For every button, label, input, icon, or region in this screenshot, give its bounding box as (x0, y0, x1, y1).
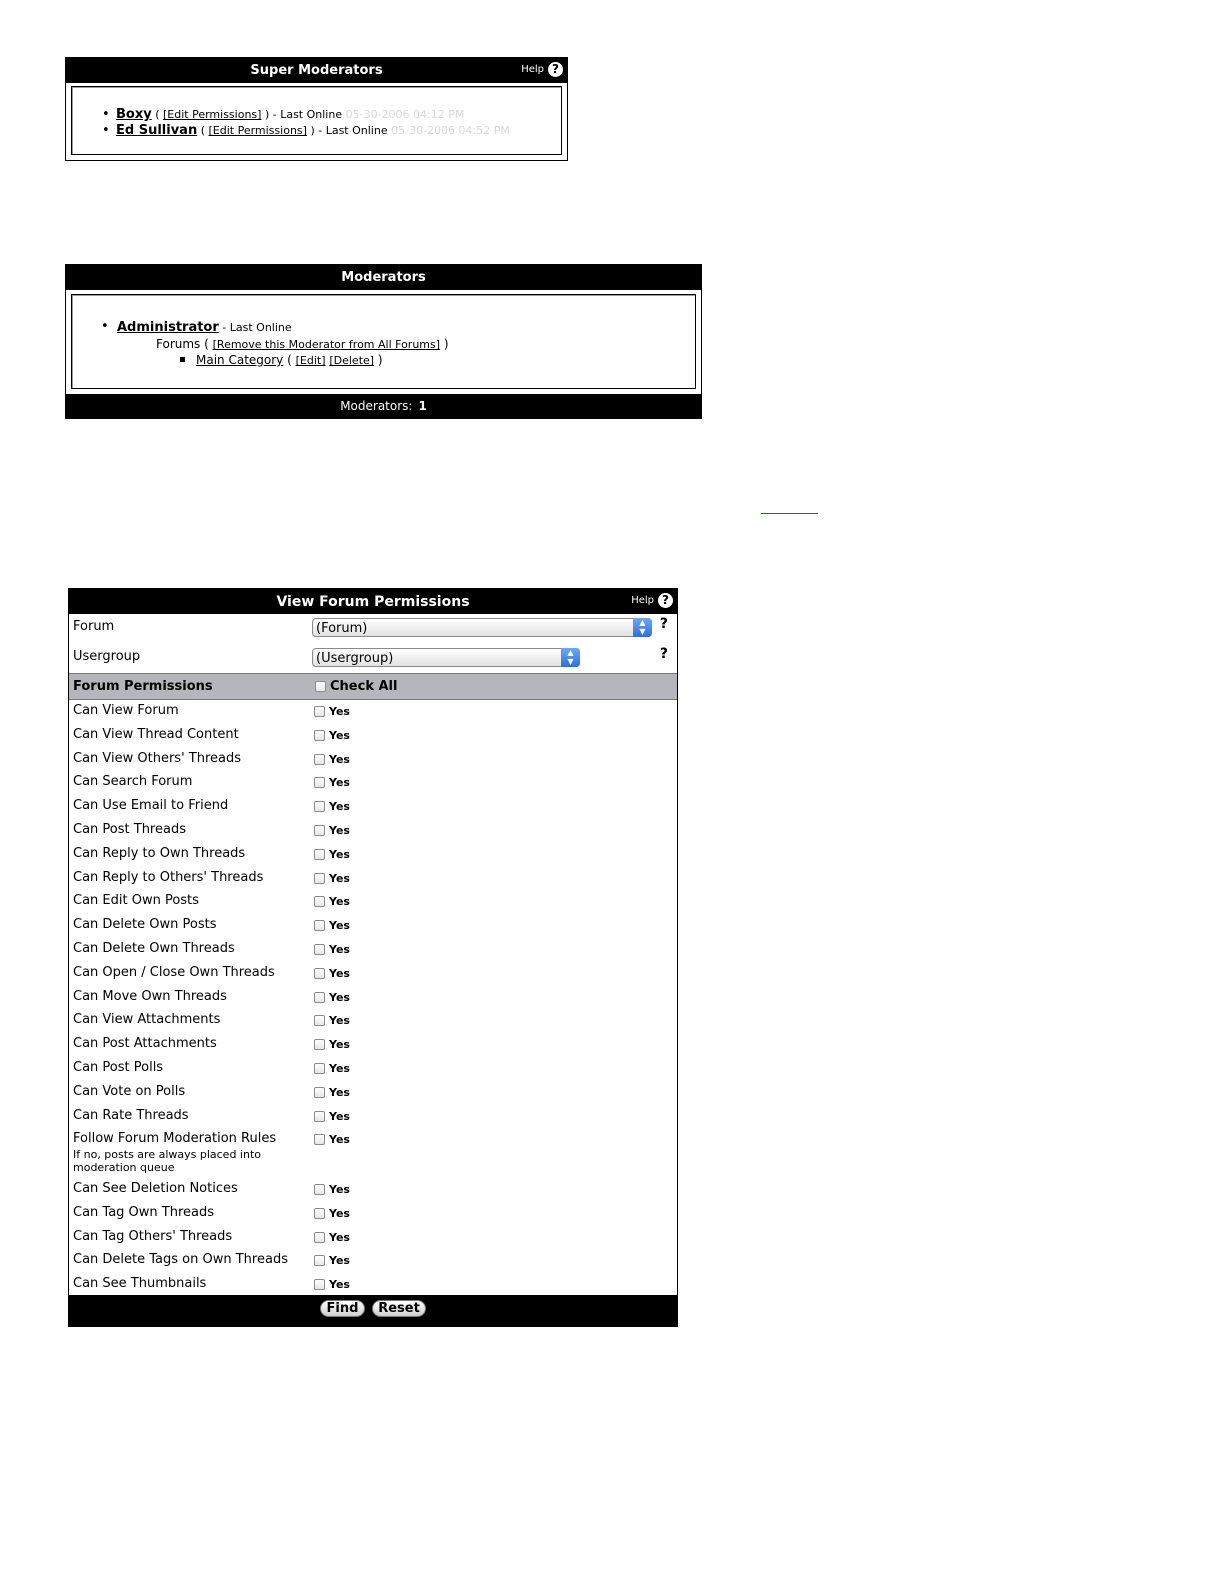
check-all[interactable] (315, 679, 397, 694)
forums-label: Forums ( (156, 337, 209, 351)
yes-label: Yes (329, 1109, 350, 1123)
permission-row (69, 747, 677, 771)
permission-checkbox[interactable] (314, 1015, 325, 1026)
permission-label: Can View Attachments (73, 1012, 221, 1028)
permission-checkbox[interactable] (314, 801, 325, 812)
delete-link[interactable]: [Delete] (329, 354, 375, 367)
yes-label: Yes (329, 1206, 350, 1220)
find-button[interactable]: Find (320, 1300, 365, 1317)
permission-row (69, 699, 677, 723)
yes-label: Yes (329, 752, 350, 766)
permission-label: Can Delete Own Threads (73, 941, 235, 956)
permission-row (69, 723, 677, 747)
permission-row (69, 961, 677, 985)
forum-name-link[interactable]: Main Category (196, 353, 284, 367)
moderators-count-label: Moderators: (340, 399, 413, 413)
last-online-time: 05-30-2006 04:52 PM (391, 124, 510, 137)
permissions-header (69, 589, 677, 614)
permission-label: Can Rate Threads (73, 1107, 189, 1123)
permission-checkbox[interactable] (314, 896, 325, 907)
permission-row (69, 866, 677, 890)
moderators-header (66, 265, 701, 290)
permission-checkbox[interactable] (314, 1039, 325, 1050)
help-icon[interactable]: ? (658, 593, 673, 608)
permission-checkbox[interactable] (314, 849, 325, 860)
permission-description: If no, posts are always placed into moderation queue (73, 1148, 261, 1175)
moderator-name-link[interactable]: Administrator (117, 320, 219, 335)
yes-label: Yes (329, 943, 350, 956)
permission-label: Can Vote on Polls (73, 1083, 186, 1099)
reset-button[interactable]: Reset (372, 1300, 426, 1317)
super-moderators-panel (65, 57, 568, 161)
usergroup-label: Usergroup (73, 649, 141, 664)
yes-label: Yes (329, 728, 350, 742)
permission-row (69, 937, 677, 961)
super-moderators-list-box (71, 86, 562, 155)
section-label: Forum Permissions (73, 679, 213, 694)
yes-label: Yes (329, 1230, 350, 1244)
permission-row (69, 842, 677, 866)
usergroup-select-row (69, 643, 677, 673)
edit-permissions-link[interactable]: [Edit Permissions] (208, 124, 307, 137)
permission-yes-option[interactable] (314, 1038, 350, 1051)
last-online-time: 05-30-2006 04:12 PM (345, 108, 465, 121)
moderator-name-link[interactable]: Boxy (116, 107, 152, 122)
moderators-title: Moderators (341, 270, 426, 285)
permission-checkbox[interactable] (314, 920, 325, 931)
permission-yes-option[interactable] (314, 1014, 350, 1027)
permission-checkbox[interactable] (314, 706, 325, 717)
permission-label: Follow Forum Moderation Rules (73, 1131, 277, 1147)
yes-label: Yes (329, 776, 350, 790)
permission-row (69, 1104, 677, 1128)
yes-label: Yes (329, 1038, 350, 1052)
yes-label: Yes (329, 1085, 350, 1099)
yes-label: Yes (329, 705, 350, 718)
forum-select-row (69, 613, 677, 643)
permission-label: Can Reply to Others' Threads (73, 869, 264, 885)
permission-row (69, 1056, 677, 1080)
permission-yes-option[interactable] (314, 1207, 350, 1220)
yes-label: Yes (329, 871, 350, 885)
moderators-count: 1 (418, 399, 427, 413)
yes-label: Yes (329, 1254, 350, 1268)
forums-close: ) (443, 337, 449, 351)
paren-text: ) (377, 353, 383, 367)
permission-yes-option[interactable] (314, 872, 350, 885)
permission-label: Can Post Threads (73, 822, 186, 837)
help-label: Help (631, 595, 654, 606)
paren-text: ( (200, 124, 205, 137)
select-arrows-icon: ▲ ▼ (633, 618, 652, 637)
permission-label: Can Delete Own Posts (73, 917, 217, 933)
usergroup-select-value: (Usergroup) (316, 651, 394, 666)
permission-yes-option[interactable] (314, 1086, 350, 1099)
yes-label: Yes (329, 1133, 350, 1147)
super-moderators-title: Super Moderators (250, 63, 383, 78)
permission-checkbox[interactable] (314, 968, 325, 979)
permission-checkbox[interactable] (314, 1184, 325, 1195)
yes-label: Yes (329, 919, 350, 933)
permission-label: Can Post Attachments (73, 1036, 217, 1052)
permission-label: Can Reply to Own Threads (73, 845, 246, 861)
permission-yes-option[interactable] (314, 753, 350, 766)
paren-text: ( (155, 108, 160, 121)
permission-yes-option[interactable] (314, 848, 350, 861)
permission-checkbox[interactable] (314, 777, 325, 788)
permission-label: Can See Thumbnails (73, 1276, 207, 1292)
moderators-panel (65, 264, 702, 419)
select-arrows-icon: ▲ ▼ (561, 648, 580, 667)
permission-label: Can Use Email to Friend (73, 798, 229, 814)
yes-label: Yes (329, 1014, 350, 1028)
paren-text: ( (287, 353, 292, 367)
permission-yes-option[interactable] (314, 800, 350, 813)
permission-row (69, 770, 677, 794)
permission-yes-option[interactable] (314, 1110, 350, 1123)
help-link[interactable] (631, 593, 673, 608)
permission-label: Can Tag Own Threads (73, 1204, 215, 1220)
permission-checkbox[interactable] (314, 825, 325, 836)
forum-select[interactable] (312, 618, 652, 637)
permission-yes-option[interactable] (314, 1183, 350, 1196)
permission-label: Can Post Polls (73, 1060, 164, 1075)
moderators-list-box (71, 294, 696, 389)
remove-moderator-link[interactable]: [Remove this Moderator from All Forums] (212, 338, 441, 351)
permission-checkbox[interactable] (314, 1232, 325, 1243)
permission-label: Can View Others' Threads (73, 750, 242, 766)
last-online-label: - Last Online (222, 321, 292, 334)
permission-row (69, 1080, 677, 1104)
permission-row (69, 913, 677, 937)
bullet: • (101, 319, 109, 334)
forums-line (156, 337, 449, 351)
permission-checkbox[interactable] (314, 944, 325, 955)
permission-checkbox[interactable] (314, 1134, 325, 1145)
permission-row (69, 985, 677, 1009)
forum-label: Forum (73, 619, 115, 634)
permission-label: Can View Forum (73, 703, 179, 718)
check-all-checkbox[interactable] (315, 681, 326, 692)
permission-row (69, 889, 677, 913)
permission-row (69, 818, 677, 842)
list-item (72, 123, 561, 139)
permission-checkbox[interactable] (314, 873, 325, 884)
permission-yes-option[interactable] (314, 705, 350, 718)
edit-link[interactable]: [Edit] (295, 354, 326, 367)
permission-row (69, 1225, 677, 1249)
view-forum-permissions-panel (68, 588, 678, 1327)
yes-label: Yes (329, 1278, 350, 1292)
yes-label: Yes (329, 800, 350, 814)
permission-yes-option[interactable] (314, 824, 350, 837)
yes-label: Yes (329, 966, 350, 980)
permission-yes-option[interactable] (314, 943, 350, 956)
permission-yes-option[interactable] (314, 776, 350, 789)
permission-checkbox[interactable] (314, 1208, 325, 1219)
permission-label: Can Search Forum (73, 774, 193, 790)
permission-label: Can Move Own Threads (73, 988, 227, 1004)
permission-row (69, 1008, 677, 1032)
permission-checkbox[interactable] (314, 1063, 325, 1074)
super-moderators-list (72, 107, 561, 139)
underlined-link[interactable] (761, 513, 818, 514)
permission-label: Can Open / Close Own Threads (73, 964, 275, 980)
list-item (101, 319, 292, 335)
permission-label: Can View Thread Content (73, 726, 239, 742)
permission-checkbox[interactable] (314, 1111, 325, 1122)
moderator-name-link[interactable]: Ed Sullivan (116, 123, 198, 138)
super-moderators-header (66, 58, 567, 83)
permission-yes-option[interactable] (314, 729, 350, 742)
permission-checkbox[interactable] (314, 730, 325, 741)
permission-yes-option[interactable] (314, 1062, 350, 1075)
moderators-footer (66, 394, 701, 418)
permission-row (69, 1177, 677, 1201)
yes-label: Yes (329, 847, 350, 861)
list-item (72, 107, 561, 123)
forum-help-icon[interactable]: ? (659, 616, 668, 632)
permissions-footer (69, 1295, 677, 1326)
last-online-label: ) - Last Online (310, 124, 388, 137)
forum-permissions-header (69, 673, 677, 700)
permission-label: Can Tag Others' Threads (73, 1228, 233, 1244)
yes-label: Yes (329, 1182, 350, 1196)
permission-label: Can Edit Own Posts (73, 893, 199, 909)
help-link[interactable] (521, 62, 563, 77)
yes-label: Yes (329, 990, 350, 1004)
help-icon[interactable]: ? (548, 62, 563, 77)
permission-checkbox[interactable] (314, 992, 325, 1003)
permission-yes-option[interactable] (314, 895, 350, 908)
permission-row (69, 1248, 677, 1272)
yes-label: Yes (329, 1062, 350, 1075)
permission-checkbox[interactable] (314, 754, 325, 765)
permission-yes-option[interactable] (314, 1278, 350, 1291)
forum-line (196, 353, 383, 367)
forum-select-value: (Forum) (316, 621, 368, 636)
usergroup-select[interactable] (312, 648, 580, 667)
permission-yes-option[interactable] (314, 991, 350, 1004)
permission-row (69, 1201, 677, 1225)
permission-yes-option[interactable] (314, 967, 350, 980)
permissions-title: View Forum Permissions (276, 594, 470, 610)
permission-row (69, 1127, 677, 1177)
permission-row (69, 1272, 677, 1296)
permission-yes-option[interactable] (314, 919, 350, 932)
permission-row (69, 1032, 677, 1056)
permission-row (69, 794, 677, 818)
permission-yes-option[interactable] (314, 1254, 350, 1267)
last-online-label: ) - Last Online (264, 108, 343, 121)
check-all-label: Check All (330, 679, 398, 694)
yes-label: Yes (329, 824, 350, 837)
edit-permissions-link[interactable]: [Edit Permissions] (163, 108, 262, 121)
permission-checkbox[interactable] (314, 1279, 325, 1290)
yes-label: Yes (329, 895, 350, 909)
permission-yes-option[interactable] (314, 1231, 350, 1244)
permission-yes-option[interactable] (314, 1133, 350, 1146)
permission-checkbox[interactable] (314, 1255, 325, 1266)
permission-label: Can See Deletion Notices (73, 1180, 238, 1196)
usergroup-help-icon[interactable]: ? (659, 646, 668, 662)
permission-checkbox[interactable] (314, 1087, 325, 1098)
permission-label: Can Delete Tags on Own Threads (73, 1252, 288, 1268)
square-bullet (180, 357, 185, 362)
help-label: Help (521, 64, 544, 75)
